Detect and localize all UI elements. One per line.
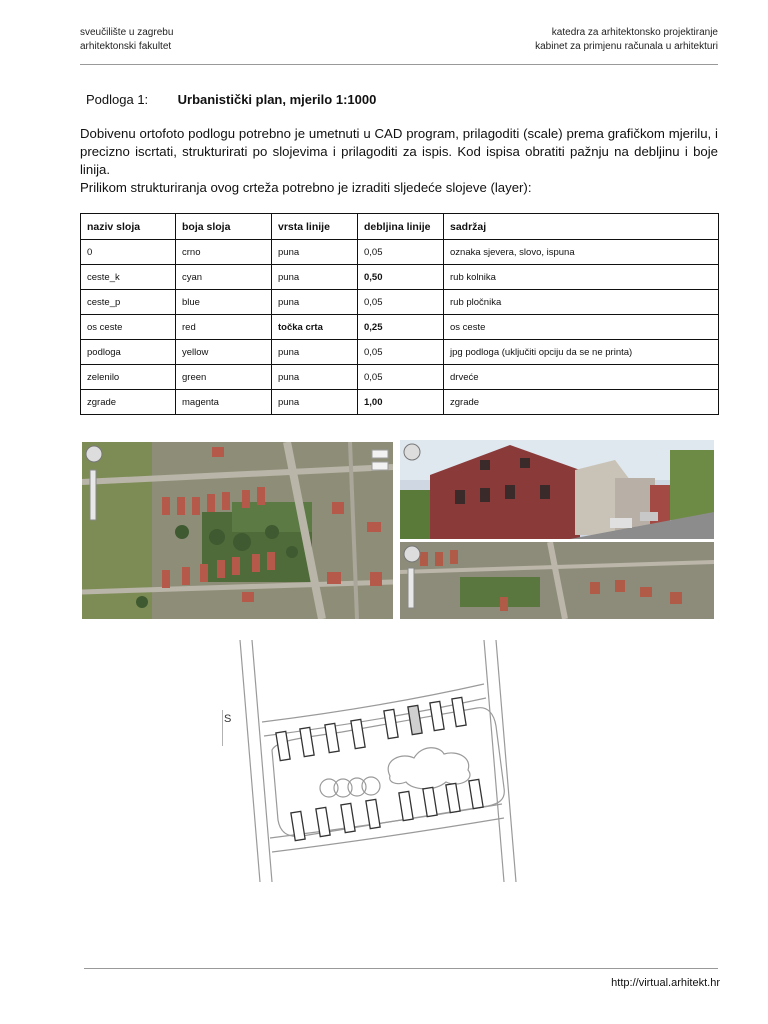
table-cell: puna bbox=[272, 290, 358, 315]
table-cell: jpg podloga (uključiti opciju da se ne printa) bbox=[444, 340, 719, 365]
table-cell: yellow bbox=[176, 340, 272, 365]
table-cell: crno bbox=[176, 240, 272, 265]
table-cell: drveće bbox=[444, 365, 719, 390]
table-cell: 0,05 bbox=[358, 240, 444, 265]
table-cell: os ceste bbox=[444, 315, 719, 340]
north-label: S bbox=[224, 713, 232, 725]
table-cell: ceste_p bbox=[81, 290, 176, 315]
plan-svg bbox=[222, 640, 534, 882]
page-title bbox=[86, 92, 376, 107]
table-cell: podloga bbox=[81, 340, 176, 365]
footer-divider bbox=[84, 968, 718, 969]
table-cell: cyan bbox=[176, 265, 272, 290]
table-cell: 0,25 bbox=[358, 315, 444, 340]
table-row bbox=[81, 340, 719, 365]
table-row bbox=[81, 240, 719, 265]
table-cell: rub kolnika bbox=[444, 265, 719, 290]
table-row bbox=[81, 365, 719, 390]
cabinet-name: kabinet za primjenu računala u arhitekturi bbox=[535, 41, 718, 52]
table-cell: ceste_k bbox=[81, 265, 176, 290]
table-cell: puna bbox=[272, 265, 358, 290]
header-left bbox=[80, 26, 173, 54]
department-name: katedra za arhitektonsko projektiranje bbox=[551, 27, 718, 38]
table-cell: puna bbox=[272, 340, 358, 365]
header-divider bbox=[80, 64, 718, 65]
aerial-map-inset bbox=[400, 542, 714, 619]
table-cell: puna bbox=[272, 240, 358, 265]
aerial-photo bbox=[82, 442, 393, 619]
table-cell: 0,05 bbox=[358, 340, 444, 365]
table-cell: 0 bbox=[81, 240, 176, 265]
table-cell: 1,00 bbox=[358, 390, 444, 415]
table-cell: zelenilo bbox=[81, 365, 176, 390]
title-text: Urbanistički plan, mjerilo 1:1000 bbox=[177, 92, 377, 107]
table-cell: rub pločnika bbox=[444, 290, 719, 315]
table-cell: blue bbox=[176, 290, 272, 315]
layers-intro: Prilikom strukturiranja ovog crteža potrebno je izraditi sljedeće slojeve (layer): bbox=[80, 180, 532, 195]
table-cell: 0,05 bbox=[358, 290, 444, 315]
table-cell: zgrade bbox=[444, 390, 719, 415]
col-header: naziv sloja bbox=[81, 214, 176, 240]
footer-url[interactable]: http://virtual.arhitekt.hr bbox=[611, 977, 720, 989]
title-label: Podloga 1: bbox=[86, 92, 149, 107]
table-cell: 0,05 bbox=[358, 365, 444, 390]
table-cell: 0,50 bbox=[358, 265, 444, 290]
table-cell: green bbox=[176, 365, 272, 390]
col-header: debljina linije bbox=[358, 214, 444, 240]
header-right bbox=[535, 26, 718, 54]
col-header: boja sloja bbox=[176, 214, 272, 240]
table-row bbox=[81, 390, 719, 415]
university-name: sveučilište u zagrebu bbox=[80, 27, 174, 38]
table-cell: magenta bbox=[176, 390, 272, 415]
table-row bbox=[81, 315, 719, 340]
table-header-row bbox=[81, 214, 719, 240]
table-cell: zgrade bbox=[81, 390, 176, 415]
table-row bbox=[81, 290, 719, 315]
table-cell: red bbox=[176, 315, 272, 340]
street-view-photo bbox=[400, 440, 714, 539]
faculty-name: arhitektonski fakultet bbox=[80, 41, 172, 52]
col-header: vrsta linije bbox=[272, 214, 358, 240]
table-cell: puna bbox=[272, 365, 358, 390]
table-cell: puna bbox=[272, 390, 358, 415]
table-cell: os ceste bbox=[81, 315, 176, 340]
table-row bbox=[81, 265, 719, 290]
table-cell: oznaka sjevera, slovo, ispuna bbox=[444, 240, 719, 265]
col-header: sadržaj bbox=[444, 214, 719, 240]
table-cell: točka crta bbox=[272, 315, 358, 340]
layers-table bbox=[80, 213, 719, 415]
intro-paragraph: Dobivenu ortofoto podlogu potrebno je umetnuti u CAD program, prilagoditi (scale) prema grafičkom mjerilu, i precizno iscrtati, strukturirati po slojevima i prilagoditi za ispis. Kod ispisa obratiti pažnju na debljinu i boje linija. bbox=[80, 126, 718, 177]
cad-plan-drawing bbox=[222, 640, 534, 882]
